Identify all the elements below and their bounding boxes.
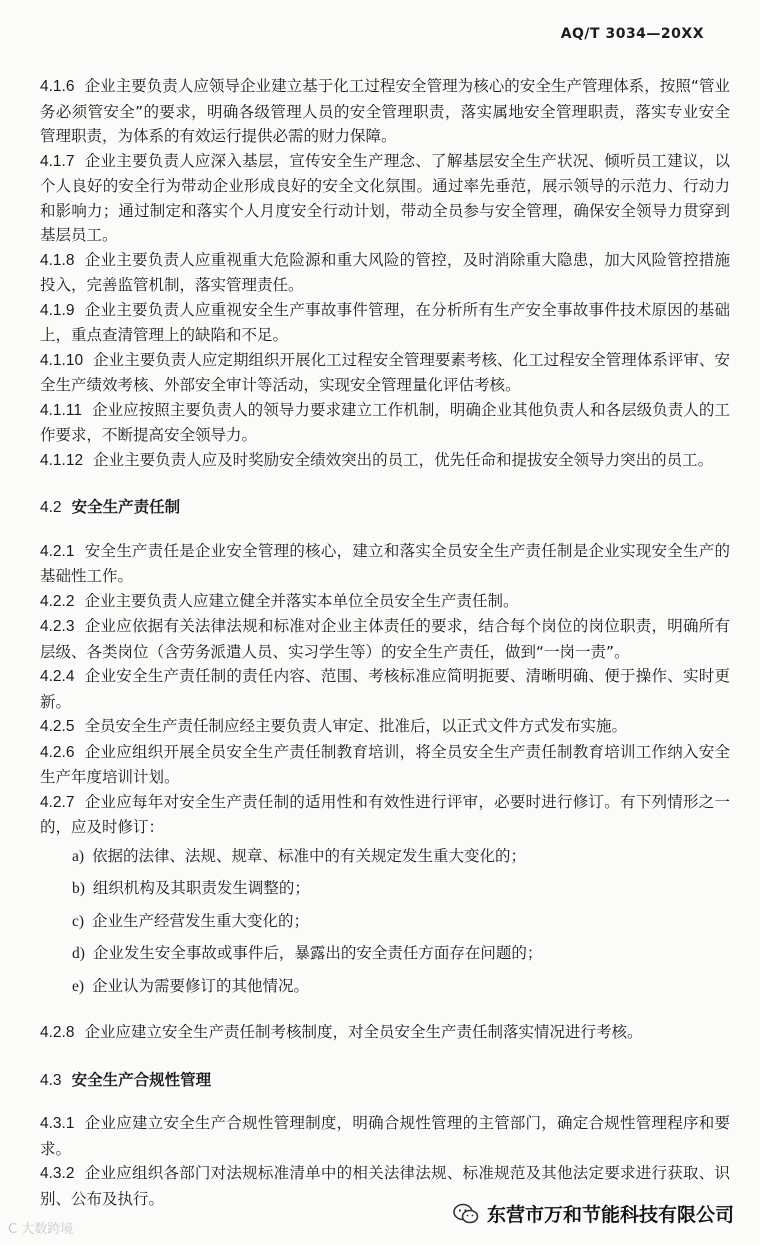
clause-4-2-8 (40, 1020, 730, 1046)
list-item (72, 844, 730, 870)
clause-4-2-3 (40, 614, 730, 664)
list-item (72, 941, 730, 967)
clause-number: 4.3.1 (40, 1115, 75, 1132)
list-item-text: 企业认为需要修订的其他情况。 (92, 976, 310, 995)
clause-text: 企业主要负责人应领导企业建立基于化工过程安全管理为核心的安全生产管理体系，按照“管业务必须管安全”的要求，明确各级管理人员的安全管理职责，落实属地安全管理职责，落实专业安全管理职责，为体系的有效运行提供必需的财力保障。 (40, 77, 730, 145)
clause-number: 4.2.5 (40, 718, 75, 735)
clause-number: 4.2.4 (40, 668, 75, 685)
clause-number: 4.1.11 (40, 401, 82, 419)
clause-number: 4.2.2 (40, 592, 75, 610)
clause-text: 企业主要负责人应定期组织开展化工过程安全管理要素考核、化工过程安全管理体系评审、安全生产绩效考核、外部安全审计等活动，实现安全管理量化评估考核。 (40, 350, 730, 394)
clause-text: 企业主要负责人应及时奖励安全绩效突出的员工，优先任命和提拔安全领导力突出的员工。 (93, 450, 714, 469)
list-item (72, 974, 730, 1000)
clause-text: 安全生产责任是企业安全管理的核心，建立和落实全员安全生产责任制是企业实现安全生产的基础性工作。 (40, 541, 730, 585)
clause-4-1-6 (40, 74, 730, 149)
list-item-label: e) (72, 977, 85, 995)
clause-4-1-8 (40, 248, 730, 298)
clause-4-3-1 (40, 1111, 730, 1161)
document-body (40, 74, 730, 1211)
wechat-icon (453, 1203, 479, 1225)
clause-text: 企业应组织各部门对法规标准清单中的相关法律法规、标准规范及其他法定要求进行获取、识别、公布及执行。 (40, 1164, 730, 1208)
clause-4-2-1 (40, 539, 730, 589)
list-item (72, 876, 730, 902)
section-title: 安全生产合规性管理 (71, 1070, 212, 1089)
clause-4-1-9 (40, 298, 730, 348)
section-42-paragraphs (40, 539, 730, 840)
list-item-label: d) (72, 945, 85, 962)
list-item-text: 企业生产经营发生重大变化的； (92, 911, 310, 930)
watermark: C 大数跨境 (8, 1222, 74, 1237)
document-code: AQ/T 3034—20XX (560, 26, 704, 42)
clause-text: 企业主要负责人应重视重大危险源和重大风险的管控，及时消除重大隐患，加大风险管控措施投入，完善监管机制，落实管理责任。 (40, 250, 730, 294)
clause-text: 企业主要负责人应深入基层，宣传安全生产理念、了解基层安全生产状况、倾听员工建议，以个人良好的安全行为带动企业形成良好的安全文化氛围。通过率先垂范，展示领导的示范力、行动力和影响力；通过制定和落实个人月度安全行动计划，带动全员参与安全管理，确保安全领导力贯穿到基层员工。 (40, 151, 730, 244)
account-signature (453, 1200, 734, 1227)
clause-4-2-4 (40, 664, 730, 714)
list-item (72, 909, 730, 935)
clause-number: 4.1.6 (40, 78, 75, 95)
section-number: 4.2 (40, 499, 62, 516)
clause-text: 企业应建立安全生产责任制考核制度，对全员安全生产责任制落实情况进行考核。 (84, 1023, 643, 1041)
clause-4-1-12 (40, 448, 730, 474)
clause-text: 企业主要负责人应建立健全并落实本单位全员安全生产责任制。 (84, 591, 519, 610)
revision-conditions-list (72, 844, 730, 1000)
clause-number: 4.3.2 (40, 1165, 75, 1182)
list-item-text: 依据的法律、法规、规章、标准中的有关规定发生重大变化的； (92, 846, 527, 865)
clause-text: 全员安全生产责任制应经主要负责人审定、批准后，以正式文件方式发布实施。 (84, 717, 627, 735)
clause-4-2-2 (40, 589, 730, 615)
clause-number: 4.2.6 (40, 743, 75, 761)
clause-4-2-7 (40, 790, 730, 840)
clause-number: 4.1.8 (40, 251, 75, 269)
section-heading-4-3 (40, 1068, 730, 1094)
clause-number: 4.2.8 (40, 1024, 75, 1041)
list-item-text: 企业发生安全事故或事件后，暴露出的安全责任方面存在问题的； (92, 944, 543, 962)
clause-number: 4.1.10 (40, 351, 84, 369)
clause-4-1-7 (40, 149, 730, 248)
list-item-label: a) (72, 847, 85, 865)
clause-text: 企业应按照主要负责人的领导力要求建立工作机制，明确企业其他负责人和各层级负责人的工作要求，不断提高安全领导力。 (40, 400, 730, 444)
clause-4-2-5 (40, 714, 730, 740)
clause-text: 企业应依据有关法律法规和标准对企业主体责任的要求，结合每个岗位的岗位职责，明确所有层级、各类岗位（含劳务派遣人员、实习学生等）的安全生产责任，做到“一岗一责”。 (40, 617, 730, 661)
account-name: 东营市万和节能科技有限公司 (486, 1204, 734, 1226)
clause-text: 企业主要负责人应重视安全生产事故事件管理，在分析所有生产安全事故事件技术原因的基础上，重点查清管理上的缺陷和不足。 (40, 300, 730, 344)
clause-number: 4.1.9 (40, 301, 75, 319)
clause-4-1-10 (40, 348, 730, 398)
clause-number: 4.1.12 (40, 451, 84, 469)
clause-text: 企业安全生产责任制的责任内容、范围、考核标准应简明扼要、清晰明确、便于操作、实时更新。 (40, 667, 730, 711)
clause-text: 企业应建立安全生产合规性管理制度，明确合规性管理的主管部门，确定合规性管理程序和要求。 (40, 1114, 730, 1158)
section-43-paragraphs (40, 1111, 730, 1211)
clause-4-1-11 (40, 398, 730, 448)
list-item-label: b) (72, 880, 85, 897)
list-item-text: 组织机构及其职责发生调整的； (92, 879, 310, 897)
clause-text: 企业应组织开展全员安全生产责任制教育培训，将全员安全生产责任制教育培训工作纳入安全生产年度培训计划。 (40, 742, 730, 786)
list-item-label: c) (72, 912, 85, 930)
section-title: 安全生产责任制 (71, 498, 181, 516)
clause-number: 4.1.7 (40, 152, 75, 170)
section-41-paragraphs (40, 74, 730, 473)
clause-number: 4.2.7 (40, 793, 75, 811)
section-number: 4.3 (40, 1071, 62, 1089)
clause-4-2-6 (40, 740, 730, 790)
clause-text: 企业应每年对安全生产责任制的适用性和有效性进行评审，必要时进行修订。有下列情形之一的，应及时修订： (40, 792, 730, 836)
section-heading-4-2 (40, 495, 730, 521)
clause-number: 4.2.1 (40, 542, 75, 560)
clause-number: 4.2.3 (40, 618, 75, 635)
